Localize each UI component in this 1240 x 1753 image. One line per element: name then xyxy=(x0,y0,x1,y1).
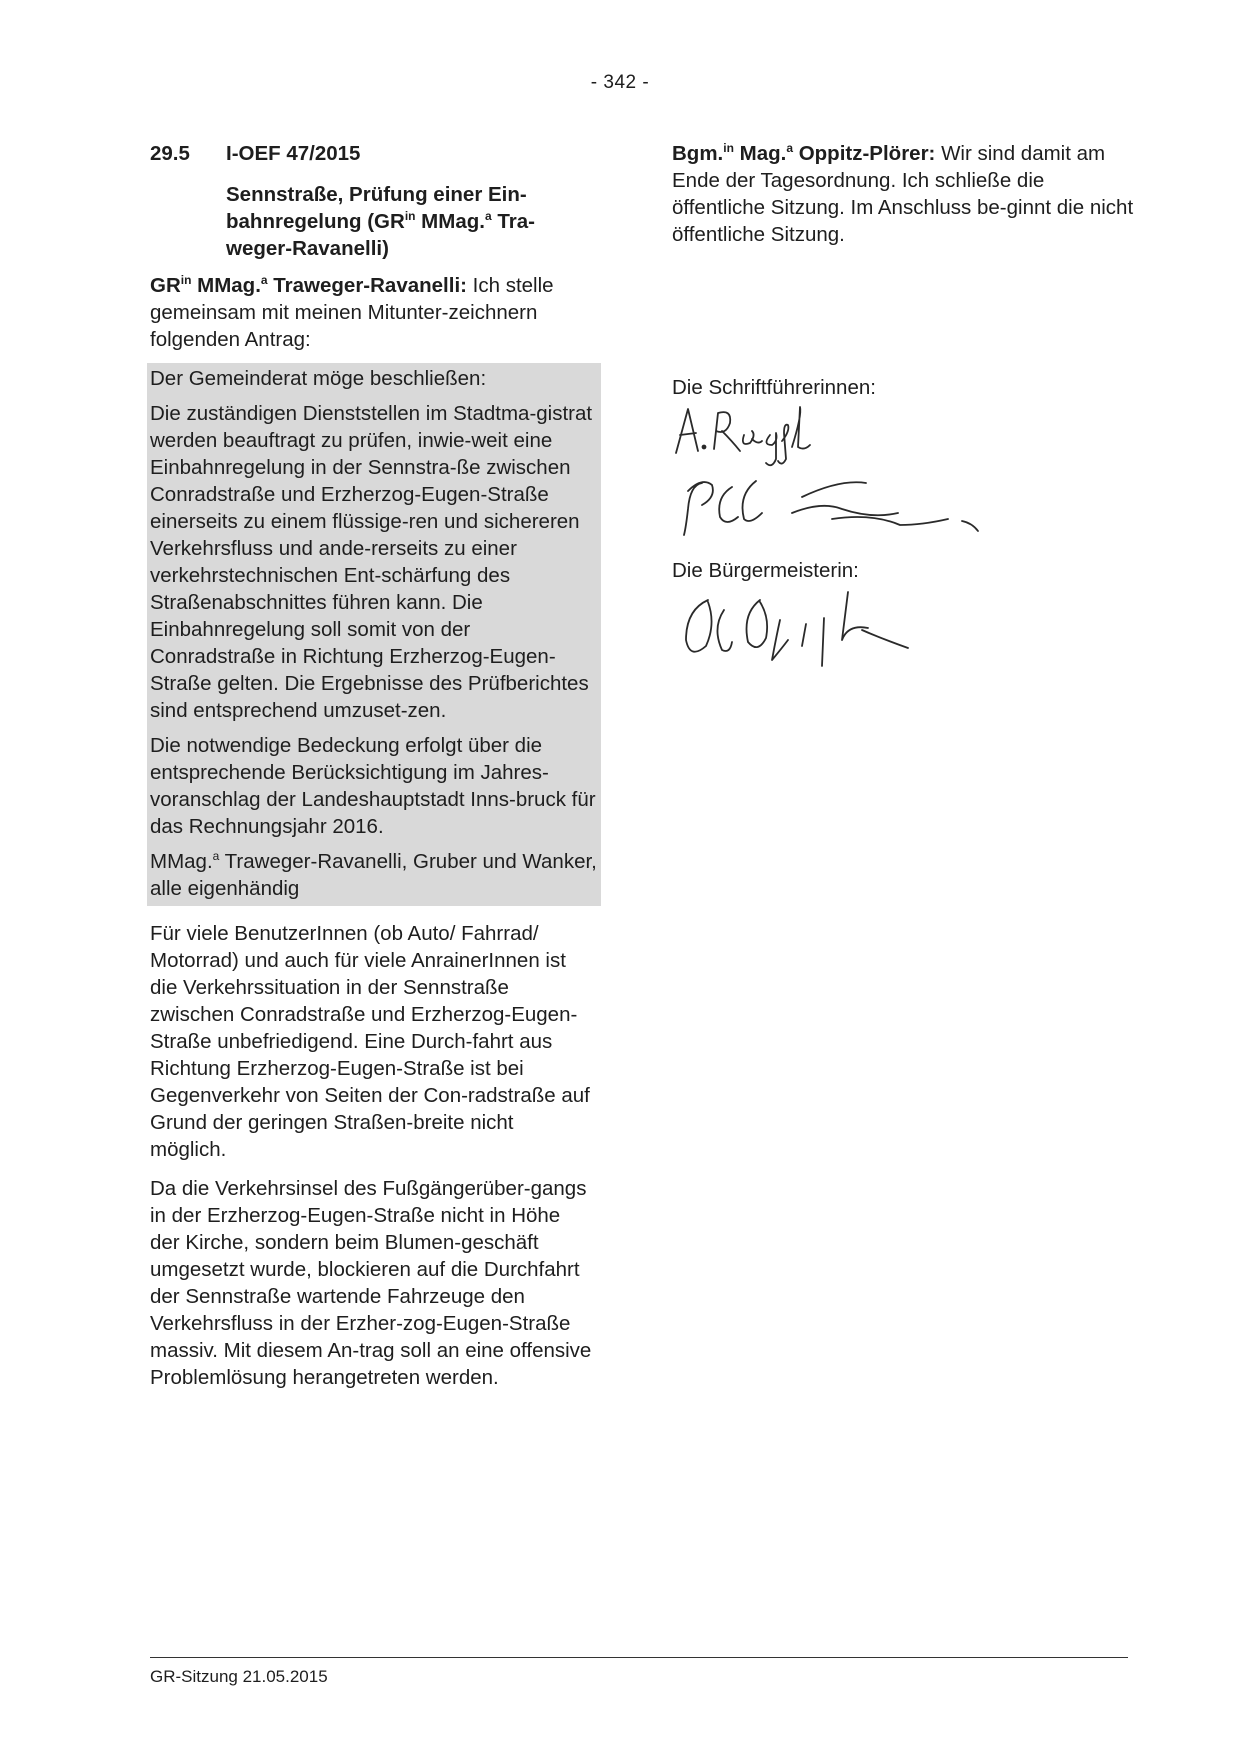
speaker-part: GR xyxy=(150,274,181,297)
left-column xyxy=(150,140,595,1391)
speaker-name xyxy=(672,142,935,165)
speaker-name xyxy=(150,274,467,297)
speaker-part: Bgm. xyxy=(672,142,724,165)
intro-text: Ich stelle gemeinsam mit meinen Mitunter-zeichnern folgenden Antrag: xyxy=(150,274,554,351)
speaker-part: MMag. xyxy=(191,274,261,297)
section-number: 29.5 xyxy=(150,142,190,165)
speaker-sup: a xyxy=(786,141,794,156)
signers-sup: a xyxy=(212,849,220,864)
section-title-part: MMag. xyxy=(415,210,485,233)
footer-rule xyxy=(150,1657,1128,1658)
section-code: I-OEF 47/2015 xyxy=(226,142,361,165)
speaker-sup: a xyxy=(260,273,268,288)
section-title-sup: in xyxy=(404,209,416,224)
section-title xyxy=(226,181,586,262)
closing-paragraph xyxy=(672,140,1142,248)
speaker-part: Oppitz-Plörer: xyxy=(793,142,936,165)
speaker-sup: in xyxy=(180,273,192,288)
speaker-part: Traweger-Ravanelli: xyxy=(267,274,467,297)
signers-part: Traweger-Ravanelli, Gruber und Wanker, alle eigenhändig xyxy=(150,850,597,900)
motion-box xyxy=(147,363,601,906)
section-title-part: Tra-weger-Ravanelli) xyxy=(226,210,535,260)
speaker-sup: in xyxy=(723,141,734,156)
intro-paragraph xyxy=(150,272,595,353)
body-paragraph: Da die Verkehrsinsel des Fußgängerüber-gangs in der Erzherzog-Eugen-Straße nicht in Höhe der Kirche, sondern beim Blumen-geschäft umgesetzt wurde, blockieren auf die Durchfahrt der Sennstraße wartende Fahrzeuge den Verkehrsfluss in der Erzher-zog-Eugen-Straße massiv. Mit diesem An-trag soll an eine offensive Problemlösung herangetreten werden. xyxy=(150,1177,592,1389)
mayor-signature-image xyxy=(672,584,1002,684)
right-column xyxy=(672,140,1142,684)
section-title-part: Sennstraße, Prüfung einer Ein-bahnregelung (GR xyxy=(226,183,527,233)
motion-paragraph: Die zuständigen Dienststellen im Stadtma-gistrat werden beauftragt zu prüfen, inwie-weit eine Einbahnregelung in der Sennstra-ße zwischen Conradstraße und Erzherzog-Eugen-Straße einerseits zu einem flüssige-ren und sichereren Verkehrsfluss und ande-rerseits zu einer verkehrstechnischen Ent-schärfung des Straßenabschnittes führen kann. Die Einbahnregelung soll somit von der Conradstraße in Richtung Erzherzog-Eugen-Straße gelten. Die Ergebnisse des Prüfberichtes sind entsprechend umzuset-zen. xyxy=(150,402,593,722)
speaker-part: Mag. xyxy=(733,142,787,165)
recorders-label: Die Schriftführerinnen: xyxy=(672,376,876,399)
motion-funding: Die notwendige Bedeckung erfolgt über die entsprechende Berücksichtigung im Jahres-voranschlag der Landeshauptstadt Inns-bruck für das Rechnungsjahr 2016. xyxy=(150,734,596,838)
section-header xyxy=(150,140,595,167)
footer-text: GR-Sitzung 21.05.2015 xyxy=(150,1667,328,1686)
mayor-label: Die Bürgermeisterin: xyxy=(672,559,859,582)
page-number: - 342 - xyxy=(590,72,650,93)
closing-text: Wir sind damit am Ende der Tagesordnung. Ich schließe die öffentliche Sitzung. Im Anschluss be-ginnt die nicht öffentliche Sitzung. xyxy=(672,142,1134,246)
signers-part: MMag. xyxy=(150,850,213,873)
body-paragraph: Für viele BenutzerInnen (ob Auto/ Fahrrad/ Motorrad) und auch für viele AnrainerInnen ist die Verkehrssituation in der Sennstraße zwischen Conradstraße und Erzherzog-Eugen-Straße unbefriedigend. Eine Durch-fahrt aus Richtung Erzherzog-Eugen-Straße ist bei Gegenverkehr von Seiten der Con-radstraße auf Grund der geringen Straßen-breite nicht möglich. xyxy=(150,922,590,1161)
recorders-signature-image xyxy=(672,401,1052,551)
section-title-sup: a xyxy=(484,209,492,224)
motion-signers xyxy=(150,848,598,902)
motion-heading: Der Gemeinderat möge beschließen: xyxy=(150,367,487,390)
